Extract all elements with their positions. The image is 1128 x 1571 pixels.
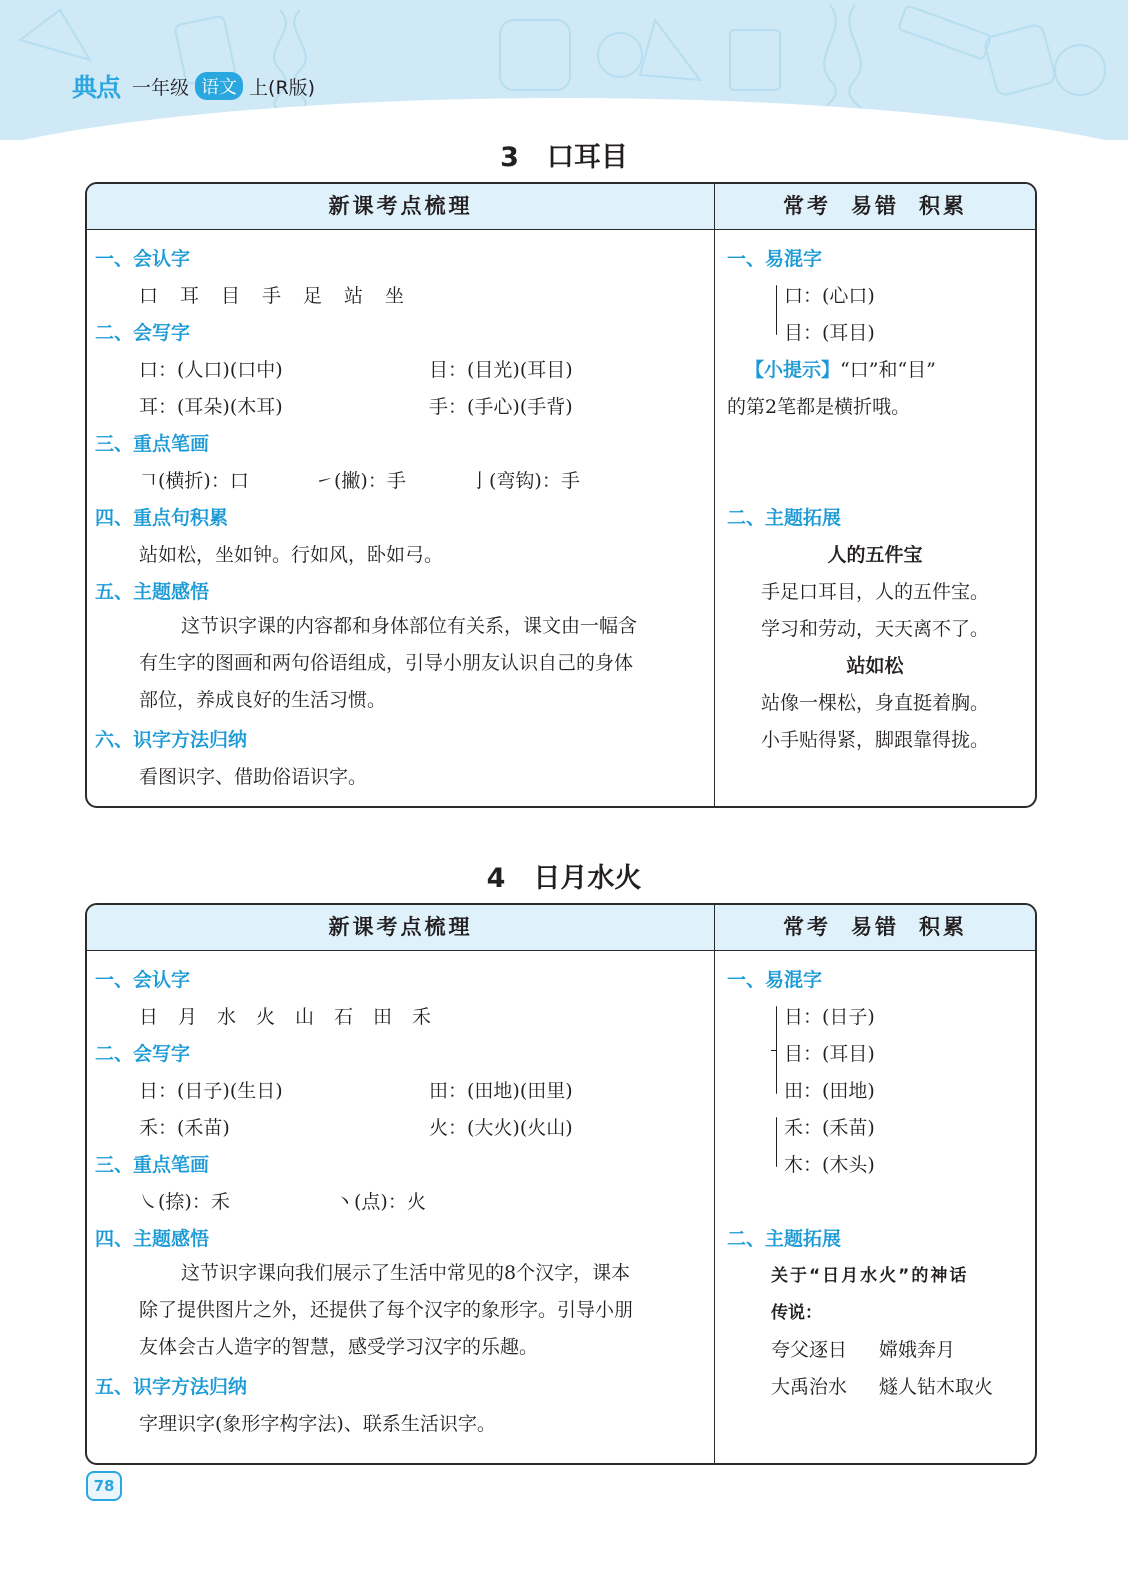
paragraph-line: 这节识字课的内容都和身体部位有关系，课文由一幅含	[181, 615, 638, 637]
lesson3-number: 3	[500, 142, 519, 173]
lesson4-title-text: 日月水火	[533, 863, 642, 894]
right-heading-word: 常考	[783, 915, 831, 939]
write-char-entry: 手：(手心)(手背)	[429, 396, 573, 418]
right-heading	[715, 905, 1035, 950]
theme-paragraph	[139, 608, 637, 719]
right-heading-word: 易错	[851, 915, 899, 939]
brace-icon	[776, 285, 777, 335]
tip-text: “口”和“目”	[840, 359, 936, 381]
stroke-entry: ㇀(撇)：手	[315, 470, 406, 492]
tip-label: 【小提示】	[745, 359, 841, 381]
lesson4-title	[0, 856, 1128, 895]
page-number: 78	[86, 1471, 122, 1501]
left-heading: 新课考点梳理	[328, 194, 473, 218]
column-divider	[714, 905, 715, 1463]
lesson4-number: 4	[486, 863, 506, 894]
section-title: 四、重点句积累	[95, 507, 229, 529]
lesson4-table	[85, 903, 1037, 1465]
confusable-entry: 日：(日子)	[784, 1006, 875, 1028]
paragraph-line: 部位，养成良好的生活习惯。	[139, 689, 387, 711]
myth-heading: 关于“日月水火”的神话	[771, 1266, 969, 1286]
recognize-chars: 口耳目手足站坐	[139, 285, 427, 307]
confusable-entry: 目：(耳目)	[784, 1043, 875, 1065]
subject-badge: 语文	[195, 72, 243, 100]
brace-icon	[776, 1117, 777, 1167]
write-char-entry: 口：(人口)(口中)	[139, 359, 283, 381]
right-heading-word: 易错	[851, 194, 899, 218]
section-title: 二、会写字	[95, 1043, 191, 1065]
poem-line: 小手贴得紧，脚跟靠得拢。	[760, 729, 989, 751]
method-text: 字理识字(象形字构字法)、联系生活识字。	[139, 1413, 496, 1435]
confusable-entry: 目：(耳目)	[784, 322, 875, 344]
section-title: 二、主题拓展	[727, 1228, 842, 1250]
edition-label: 上(R版)	[249, 76, 316, 99]
method-text: 看图识字、借助俗语识字。	[139, 766, 368, 788]
tip-text: 的第2笔都是横折哦。	[727, 396, 911, 418]
myth-item: 大禹治水	[771, 1376, 848, 1398]
stroke-entry: ㇏(捺)：禾	[139, 1191, 230, 1213]
right-heading-word: 积累	[919, 194, 967, 218]
section-title: 三、重点笔画	[95, 433, 210, 455]
write-char-entry: 耳：(耳朵)(木耳)	[139, 396, 283, 418]
myth-item: 燧人钻木取火	[879, 1376, 994, 1398]
section-title: 六、识字方法归纳	[95, 729, 248, 751]
section-title: 一、易混字	[727, 248, 823, 270]
confusable-entry: 田：(田地)	[784, 1080, 875, 1102]
stroke-entry: 亅(弯钩)：手	[470, 470, 580, 492]
brace-tip-icon	[771, 1050, 777, 1051]
brand-logo: 典点	[72, 73, 121, 102]
write-char-entry: 日：(日子)(生日)	[139, 1080, 283, 1102]
poem-title: 人的五件宝	[827, 544, 923, 566]
write-char-entry: 火：(大火)(火山)	[429, 1117, 573, 1139]
lesson3-title-text: 口耳目	[546, 142, 628, 173]
section-title: 四、主题感悟	[95, 1228, 210, 1250]
section-title: 五、识字方法归纳	[95, 1376, 248, 1398]
section-title: 二、主题拓展	[727, 507, 842, 529]
section-title: 一、会认字	[95, 248, 191, 270]
confusable-entry: 口：(心口)	[784, 285, 875, 307]
left-heading: 新课考点梳理	[328, 915, 473, 939]
poem-line: 手足口耳目，人的五件宝。	[760, 581, 989, 603]
write-char-entry: 禾：(禾苗)	[139, 1117, 230, 1139]
paragraph-line: 友体会古人造字的智慧，感受学习汉字的乐趣。	[139, 1336, 539, 1358]
myth-item: 嫦娥奔月	[879, 1339, 956, 1361]
confusable-entry: 木：(木头)	[784, 1154, 875, 1176]
lesson3-title	[0, 135, 1128, 174]
stroke-entry: 𠃍(横折)：口	[139, 470, 249, 492]
tip-line	[745, 355, 936, 382]
section-title: 一、会认字	[95, 969, 191, 991]
book-brand	[72, 70, 315, 102]
myth-heading: 传说：	[771, 1303, 822, 1323]
key-sentence: 站如松，坐如钟。行如风，卧如弓。	[139, 544, 444, 566]
right-heading-word: 常考	[783, 194, 831, 218]
confusable-entry: 禾：(禾苗)	[784, 1117, 875, 1139]
right-heading	[715, 184, 1035, 229]
paragraph-line: 这节识字课向我们展示了生活中常见的8个汉字，课本	[181, 1262, 631, 1284]
stroke-entry: 丶(点)：火	[335, 1191, 426, 1213]
right-heading-word: 积累	[919, 915, 967, 939]
poem-line: 站像一棵松，身直挺着胸。	[760, 692, 989, 714]
poem-title: 站如松	[846, 655, 904, 677]
section-title: 二、会写字	[95, 322, 191, 344]
section-title: 五、主题感悟	[95, 581, 210, 603]
write-char-entry: 田：(田地)(田里)	[429, 1080, 573, 1102]
grade-label: 一年级	[132, 76, 190, 99]
poem-line: 学习和劳动，天天离不了。	[760, 618, 989, 640]
paragraph-line: 有生字的图画和两句俗语组成，引导小朋友认识自己的身体	[139, 652, 634, 674]
write-char-entry: 目：(目光)(耳目)	[429, 359, 573, 381]
section-title: 三、重点笔画	[95, 1154, 210, 1176]
section-title: 一、易混字	[727, 969, 823, 991]
recognize-chars: 日月水火山石田禾	[139, 1006, 452, 1028]
lesson3-table	[85, 182, 1037, 808]
paragraph-line: 除了提供图片之外，还提供了每个汉字的象形字。引导小朋	[139, 1299, 634, 1321]
theme-paragraph	[139, 1255, 633, 1366]
myth-item: 夸父逐日	[771, 1339, 848, 1361]
